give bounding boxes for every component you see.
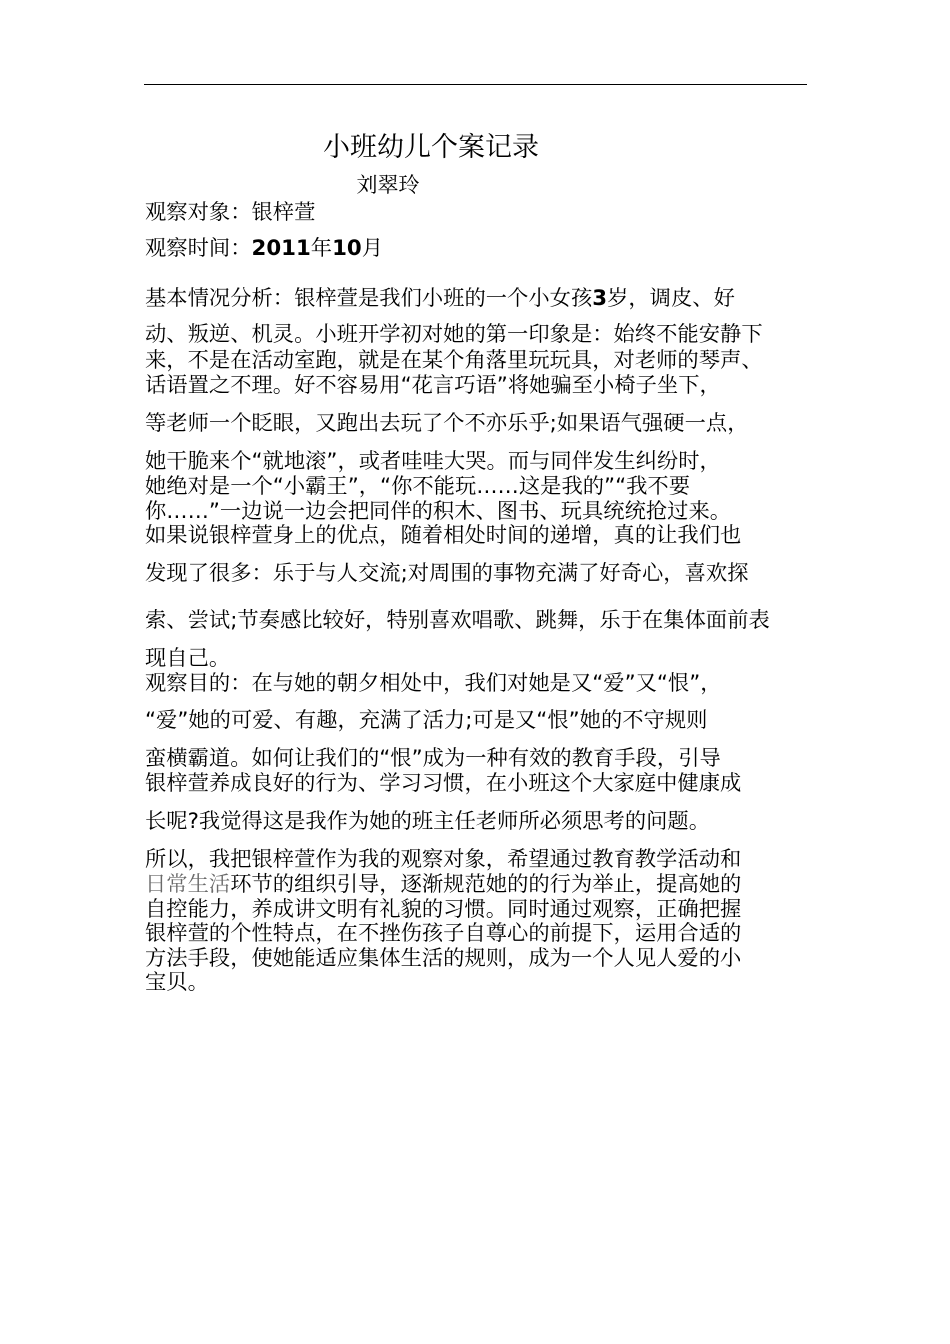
document-title: 小班幼儿个案记录 [323,132,539,163]
observation-time [145,236,810,262]
analysis-line: 她干脆来个“就地滚”，或者哇哇大哭。而与同伴发生纠纷时， [145,449,721,474]
analysis-line: 你……”一边说一边会把同伴的积木、图书、玩具统统抢过来。 [145,499,732,524]
purpose-line: 蛮横霸道。如何让我们的“恨”成为一种有效的教育手段，引导 [145,746,721,771]
closing-line: 银梓萱的个性特点，在不挫伤孩子自尊心的前提下，运用合适的 [145,921,742,946]
closing-line-rest: 环节的组织引导，逐渐规范她的的行为举止，提高她的 [230,872,742,897]
closing-line: 宝贝。 [145,970,209,995]
time-year: 2011 [251,236,311,261]
time-month: 10 [332,236,362,261]
author-name: 刘翠玲 [356,173,420,197]
closing-line: 自控能力，养成讲文明有礼貌的习惯。同时通过观察，正确把握 [145,897,742,922]
analysis-line: 索、尝试;节奏感比较好，特别喜欢唱歌、跳舞，乐于在集体面前表 [145,608,770,633]
analysis-line: 现自己。 [145,646,231,671]
daily-life-link[interactable]: 日常生活 [145,872,231,897]
purpose-line: 长呢?我觉得这是我作为她的班主任老师所必须思考的问题。 [145,809,711,834]
analysis-line: 基本情况分析：银梓萱是我们小班的一个小女孩3岁，调皮、好 [145,286,735,311]
analysis-line: 话语置之不理。好不容易用“花言巧语”将她骗至小椅子坐下， [145,373,721,398]
closing-line: 方法手段，使她能适应集体生活的规则，成为一个人见人爱的小 [145,946,742,971]
time-month-unit: 月 [361,236,384,261]
time-label: 观察时间： [145,236,252,261]
time-year-unit: 年 [310,236,333,261]
analysis-line: 等老师一个眨眼，又跑出去玩了个不亦乐乎;如果语气强硬一点， [145,411,749,436]
observation-subject [145,200,810,226]
closing-line [145,872,810,898]
subject-value: 银梓萱 [251,200,316,225]
purpose-line: “爱”她的可爱、有趣，充满了活力;可是又“恨”她的不守规则 [145,708,708,733]
analysis-line: 如果说银梓萱身上的优点，随着相处时间的递增，真的让我们也 [145,523,742,548]
subject-label: 观察对象： [145,200,252,225]
analysis-line: 来，不是在活动室跑，就是在某个角落里玩玩具，对老师的琴声、 [145,348,763,373]
analysis-line: 她绝对是一个“小霸王”，“你不能玩……这是我的”“我不要 [145,474,690,499]
inline-number: 3 [592,286,608,311]
purpose-line: 银梓萱养成良好的行为、学习习惯，在小班这个大家庭中健康成 [145,771,742,796]
analysis-line: 动、叛逆、机灵。小班开学初对她的第一印象是：始终不能安静下 [145,322,763,347]
closing-line: 所以，我把银梓萱作为我的观察对象，希望通过教育教学活动和 [145,847,742,872]
analysis-line: 发现了很多：乐于与人交流;对周围的事物充满了好奇心，喜欢探 [145,561,749,586]
purpose-line: 观察目的：在与她的朝夕相处中，我们对她是又“爱”又“恨”， [145,671,722,696]
header-rule [144,84,807,85]
